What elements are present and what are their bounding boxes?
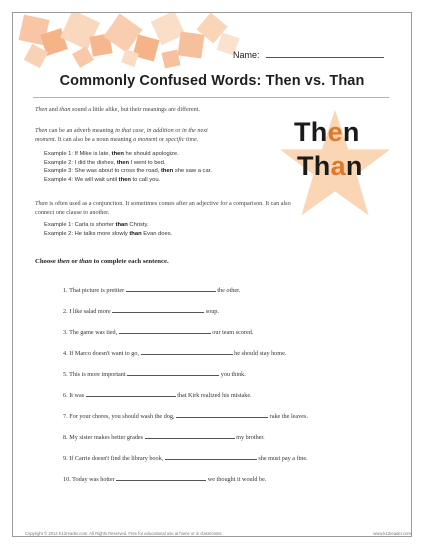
answer-blank[interactable] (116, 474, 206, 481)
than-examples (44, 221, 172, 238)
intro-paragraph: Then and than sound a little alike, but their meanings are different. (35, 106, 201, 113)
worksheet-page (12, 12, 412, 537)
answer-blank[interactable] (141, 348, 233, 355)
then-example-1: Example 1: If Mike is late, then he should apologize. (44, 151, 179, 157)
page-title: Commonly Confused Words: Then vs. Than (59, 73, 365, 89)
decorative-banner (13, 13, 411, 79)
question-6: 6. It was that Kirk realized his mistake. (63, 392, 252, 399)
answer-blank[interactable] (165, 453, 257, 460)
name-label: Name: (233, 50, 260, 60)
feature-word-then: Then (294, 117, 360, 147)
question-10: 10. Today was hotter we thought it would be. (63, 476, 267, 483)
answer-blank[interactable] (112, 306, 204, 313)
question-5: 5. This is more important you think. (63, 371, 246, 378)
question-8: 8. My sister makes better grades my brother. (63, 434, 265, 441)
question-4: 4. If Marco doesn't want to go, he should stay home. (63, 350, 287, 357)
feature-word-than: Than (297, 151, 363, 181)
answer-blank[interactable] (127, 369, 219, 376)
question-7: 7. For your chores, you should wash the dog, rake the leaves. (63, 413, 308, 420)
answer-blank[interactable] (145, 432, 235, 439)
then-definition: Then can be an adverb meaning in that case, in addition or in the next moment. It can also be a noun meaning a moment or specific time. (35, 127, 208, 143)
answer-blank[interactable] (126, 285, 216, 292)
question-2: 2. I like salad more soup. (63, 308, 219, 315)
answer-blank[interactable] (119, 327, 211, 334)
question-1: 1. That picture is prettier the other. (63, 287, 241, 294)
question-3: 3. The game was tied, our team scored. (63, 329, 254, 336)
than-example-1: Example 1: Carla is shorter than Christy. (44, 222, 149, 228)
then-example-2: Example 2: I did the dishes, then I went to bed. (44, 159, 166, 166)
copyright-text: Copyright © 2014 K12reader.com. All Rights Reserved. Free for educational use at home or in classrooms. (25, 531, 223, 536)
than-example-2: Example 2: He talks more slowly than Evan does. (44, 230, 173, 237)
answer-blank[interactable] (176, 411, 268, 418)
name-field[interactable] (233, 50, 384, 60)
name-blank[interactable] (266, 51, 384, 58)
site-link[interactable]: www.k12reader.com (373, 531, 411, 536)
answer-blank[interactable] (86, 390, 176, 397)
than-definition: Than is often used as a conjunction. It sometimes comes after an adjective for a comparison. It can also connect one clause to another. (35, 200, 291, 216)
instructions: Choose then or than to complete each sentence. (35, 258, 169, 265)
then-examples (44, 150, 212, 184)
title-divider (33, 97, 389, 98)
question-9: 9. If Carrie doesn't find the library book, she must pay a fine. (63, 455, 308, 462)
then-example-4: Example 4: We will wait until then to call you. (44, 176, 161, 183)
then-example-3: Example 3: She was about to cross the road, then she saw a car. (44, 168, 212, 175)
footer (25, 531, 411, 536)
